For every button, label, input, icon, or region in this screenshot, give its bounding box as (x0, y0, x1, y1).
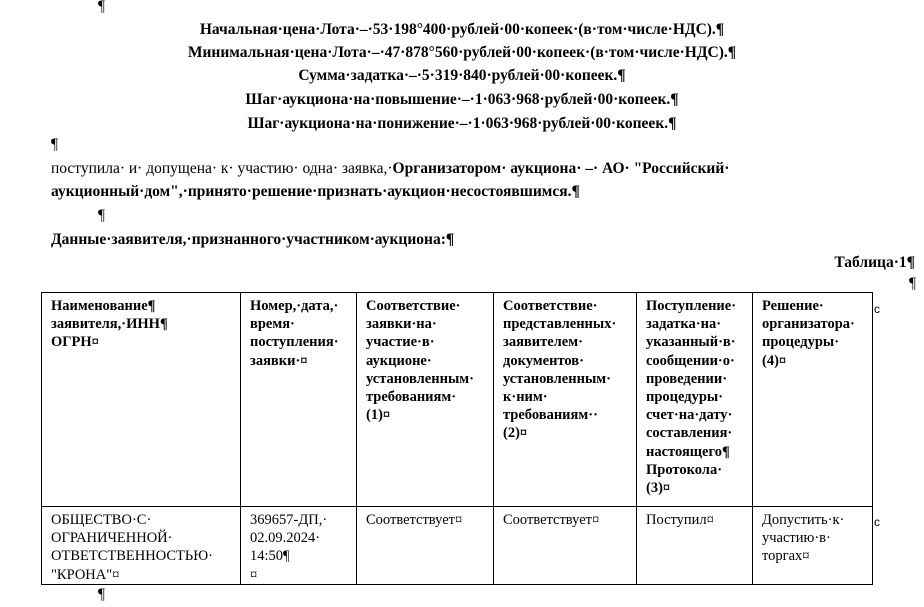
table-label: Таблица·1¶ (834, 254, 915, 271)
cell-deposit-received: Поступил¤ (637, 507, 753, 585)
decision-paragraph-line1 (51, 158, 729, 181)
header-application-compliance: Соответствие· заявки·на· участие·в· аукционе· установленным· требованиям· (1)¤ (357, 293, 494, 507)
header-applicant-name: Наименование¶ заявителя,·ИНН¶ ОГРН¤ (42, 293, 241, 507)
deposit-line: Сумма·задатка·–·5·319·840·рублей·00·копеек.¶ (298, 67, 626, 84)
section-title: Данные·заявителя,·признанного·участником·аукциона:¶ (51, 231, 455, 248)
step-up-line: Шаг·аукциона·на·повышение·–·1·063·968·рублей·00·копеек.¶ (245, 91, 679, 108)
empty-paragraph-mark: ¶ (51, 136, 59, 153)
row-end-marker: с (874, 515, 880, 529)
cell-organizer-decision: Допустить·к· участию·в· торгах¤ (753, 507, 873, 585)
header-documents-compliance: Соответствие· представленных· заявителем· документов· установленным· к·ним· требованиям·· (2)¤ (494, 293, 637, 507)
empty-paragraph-mark: ¶ (908, 275, 916, 292)
initial-price-line: Начальная·цена·Лота·–·53·198°400·рублей·00·копеек·(в·том·числе·НДС).¶ (199, 21, 725, 38)
decision-paragraph-line2: аукционный·дом",·принято·решение·признать·аукцион·несостоявшимся.¶ (51, 183, 580, 200)
step-down-line: Шаг·аукциона·на·понижение·–·1·063·968·рублей·00·копеек.¶ (247, 115, 677, 132)
cell-documents-compliance: Соответствует¤ (494, 507, 637, 585)
cell-application-number: 369657-ДП,· 02.09.2024· 14:50¶ ¤ (241, 507, 357, 585)
empty-paragraph-mark-bottom: ¶ (98, 586, 106, 603)
decision-text-bold: Организатором· аукциона· –· АО· "Российский· (392, 160, 730, 177)
cell-application-compliance: Соответствует¤ (357, 507, 494, 585)
decision-text-normal: поступила· и· допущена· к· участию· одна· заявка,· (51, 160, 393, 177)
table-header-row (42, 293, 873, 507)
row-end-marker: с (874, 302, 880, 316)
header-application-number: Номер,·дата,· время· поступления· заявки·¤ (241, 293, 357, 507)
empty-paragraph-mark-top: ¶ (98, 0, 106, 15)
applicant-table (41, 292, 873, 585)
minimum-price-line: Минимальная·цена·Лота·–·47·878°560·рублей·00·копеек·(в·том·числе·НДС).¶ (187, 44, 737, 61)
header-deposit-received: Поступление· задатка·на· указанный·в· сообщении·о· проведении· процедуры· счет·на·дату· составления· настоящего¶ Протокола· (3)¤ (637, 293, 753, 507)
table-row (42, 507, 873, 585)
empty-paragraph-mark: ¶ (98, 207, 106, 224)
header-organizer-decision: Решение· организатора· процедуры· (4)¤ (753, 293, 873, 507)
cell-applicant-name: ОБЩЕСТВО·С· ОГРАНИЧЕННОЙ· ОТВЕТСТВЕННОСТЬЮ· "КРОНА"¤ (42, 507, 241, 585)
